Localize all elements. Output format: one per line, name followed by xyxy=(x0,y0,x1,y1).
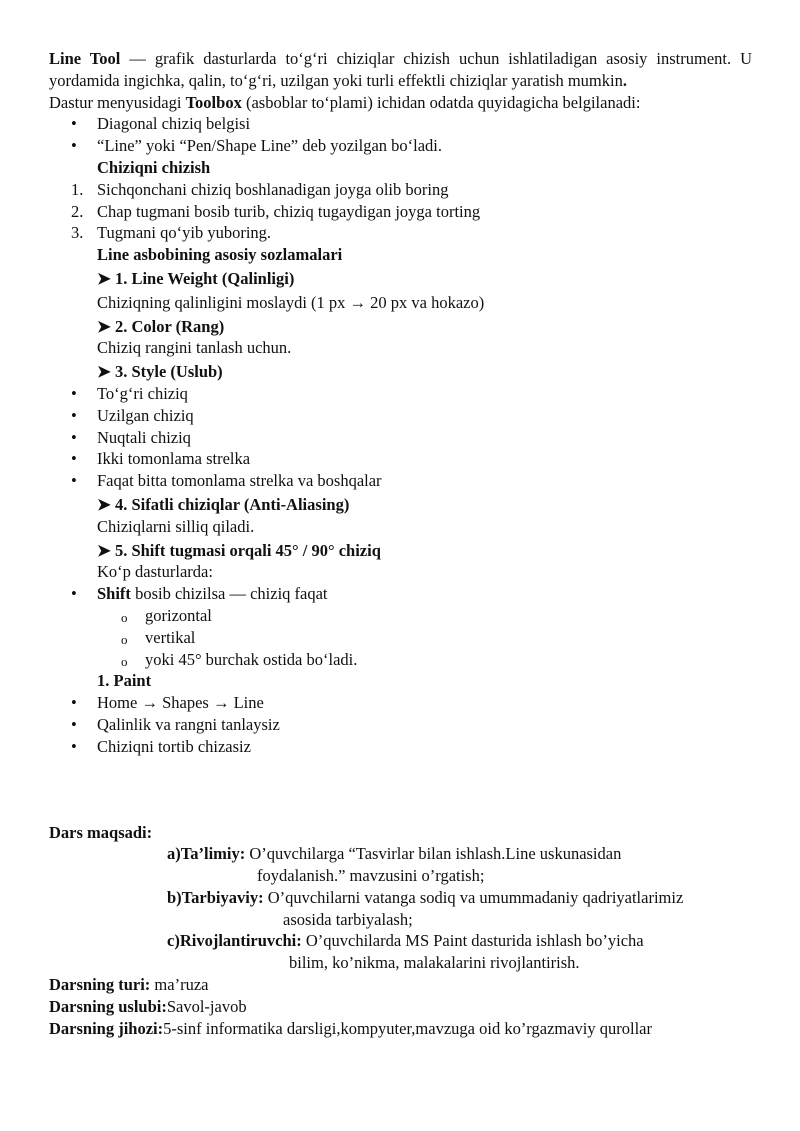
step-item xyxy=(49,179,752,201)
sub-list-item xyxy=(49,649,752,671)
setting-5-heading xyxy=(49,540,752,562)
toolbox-text-post: (asboblar to‘plami) ichidan odatda quyidagicha belgilanadi: xyxy=(241,92,641,112)
bullet-icon: • xyxy=(71,693,77,713)
list-item xyxy=(49,583,752,605)
lesson-equipment-label: Darsning jihozi: xyxy=(49,1018,164,1038)
bullet-icon: • xyxy=(71,383,77,403)
lesson-equipment xyxy=(49,1018,752,1040)
toolbox-text-pre: Dastur menyusidagi xyxy=(49,92,186,112)
step-text: Chap tugmani bosib turib, chiziq tugaydigan joyga torting xyxy=(97,201,481,221)
bullet-icon: • xyxy=(71,427,77,447)
objective-a xyxy=(49,843,752,887)
list-item xyxy=(49,714,752,736)
lesson-type xyxy=(49,974,752,996)
objective-b-label: b)Tarbiyaviy: xyxy=(167,887,264,907)
list-item-text: Qalinlik va rangni tanlaysiz xyxy=(97,714,280,734)
bullet-icon: • xyxy=(71,405,77,425)
toolbox-paragraph xyxy=(49,92,752,114)
settings-heading-text: Line asbobining asosiy sozlamalari xyxy=(97,245,343,265)
bullet-icon: • xyxy=(71,714,77,734)
list-item xyxy=(49,405,752,427)
setting-2-title: ➤ 2. Color (Rang) xyxy=(97,316,225,336)
objective-a-line xyxy=(49,843,752,865)
step-item xyxy=(49,222,752,244)
lesson-method xyxy=(49,996,752,1018)
objective-a-label: a)Ta’limiy: xyxy=(167,844,246,864)
list-item-text: Faqat bitta tomonlama strelka va boshqalar xyxy=(97,471,382,491)
setting-1-text: Chiziqning qalinligini moslaydi (1 px → 20 px va hokazo) xyxy=(97,292,485,312)
list-item-text: Ikki tomonlama strelka xyxy=(97,449,251,469)
document-body xyxy=(49,48,752,1039)
step-text: Sichqonchani chiziq boshlanadigan joyga olib boring xyxy=(97,179,449,199)
lesson-goal-label-text: Dars maqsadi: xyxy=(49,822,153,842)
list-item xyxy=(49,135,752,157)
list-item xyxy=(49,692,752,714)
step-text: Tugmani qo‘yib yuboring. xyxy=(97,223,272,243)
bullet-icon: • xyxy=(71,584,77,604)
list-item-text: bosib chizilsa — chiziq faqat xyxy=(130,584,328,604)
step-item xyxy=(49,201,752,223)
objective-a-continuation: foydalanish.” mavzusini o’rgatish; xyxy=(257,866,485,886)
step-number: 1. xyxy=(71,179,84,199)
setting-4-heading xyxy=(49,494,752,516)
list-item xyxy=(49,448,752,470)
bullet-icon: • xyxy=(71,114,77,134)
list-item xyxy=(49,427,752,449)
setting-5-title: ➤ 5. Shift tugmasi orqali 45° / 90° chiziq xyxy=(97,540,381,560)
setting-1-heading xyxy=(49,268,752,290)
paint-heading xyxy=(49,670,752,692)
bullet-icon: • xyxy=(71,736,77,756)
spacer xyxy=(49,758,752,822)
objective-b-line xyxy=(49,887,752,909)
draw-heading xyxy=(49,157,752,179)
objective-a-text: O’quvchilarga “Tasvirlar bilan ishlash.Line uskunasidan xyxy=(245,844,622,864)
list-item xyxy=(49,736,752,758)
list-item-text: To‘g‘ri chiziq xyxy=(97,383,188,403)
setting-3-title: ➤ 3. Style (Uslub) xyxy=(97,362,223,382)
objective-c-label: c)Rivojlantiruvchi: xyxy=(167,931,302,951)
sub-list-item-text: vertikal xyxy=(145,627,196,647)
sub-list-item xyxy=(49,605,752,627)
list-item-text: Uzilgan chiziq xyxy=(97,405,194,425)
step-number: 3. xyxy=(71,223,84,243)
list-item xyxy=(49,383,752,405)
setting-5-text: Ko‘p dasturlarda: xyxy=(97,562,213,582)
paint-heading-text: 1. Paint xyxy=(97,671,152,691)
list-item-text: Home → Shapes → Line xyxy=(97,693,264,713)
sub-list-item-text: yoki 45° burchak ostida bo‘ladi. xyxy=(145,649,358,669)
step-number: 2. xyxy=(71,201,84,221)
list-item xyxy=(49,470,752,492)
intro-paragraph xyxy=(49,48,752,92)
sub-list-item xyxy=(49,627,752,649)
circle-bullet-icon: o xyxy=(121,653,128,669)
list-item-text: Nuqtali chiziq xyxy=(97,427,191,447)
sub-list-item-text: gorizontal xyxy=(145,605,212,625)
objective-b xyxy=(49,887,752,931)
list-item-text: “Line” yoki “Pen/Shape Line” deb yozilgan bo‘ladi. xyxy=(97,136,443,156)
toolbox-term: Toolbox xyxy=(185,92,242,112)
list-item-text: Diagonal chiziq belgisi xyxy=(97,114,251,134)
objective-c-text: O’quvchilarda MS Paint dasturida ishlash bo’yicha xyxy=(301,931,644,951)
draw-heading-text: Chiziqni chizish xyxy=(97,157,211,177)
lesson-method-value: Savol-javob xyxy=(166,996,247,1016)
shift-key-term: Shift xyxy=(97,584,131,604)
settings-heading xyxy=(49,244,752,266)
setting-4-text: Chiziqlarni silliq qiladi. xyxy=(97,516,255,536)
bullet-icon: • xyxy=(71,136,77,156)
intro-term: Line Tool xyxy=(49,49,121,68)
setting-2-heading xyxy=(49,316,752,338)
objective-c xyxy=(49,930,752,974)
objective-c-line xyxy=(49,930,752,952)
lesson-equipment-value: 5-sinf informatika darsligi,kompyuter,mavzuga oid ko’rgazmaviy qurollar xyxy=(163,1018,653,1038)
list-item-text: Chiziqni tortib chizasiz xyxy=(97,736,251,756)
intro-definition: — grafik dasturlarda to‘g‘ri chiziqlar chizish uchun ishlatiladigan asosiy instrument. U yordamida ingichka, qalin, to‘g‘ri, uzilgan yoki turli effektli chiziqlar yaratish mumkin xyxy=(49,49,753,90)
list-item xyxy=(49,113,752,135)
setting-2-text: Chiziq rangini tanlash uchun. xyxy=(97,338,292,358)
circle-bullet-icon: o xyxy=(121,631,128,647)
intro-period: . xyxy=(622,70,627,90)
objective-c-continuation: bilim, ko’nikma, malakalarini rivojlantirish. xyxy=(289,953,580,973)
bullet-icon: • xyxy=(71,449,77,469)
objective-b-text: O’quvchilarni vatanga sodiq va umummadaniy qadriyatlarimiz xyxy=(263,887,684,907)
lesson-goal-label xyxy=(49,822,752,844)
setting-4-title: ➤ 4. Sifatli chiziqlar (Anti-Aliasing) xyxy=(97,494,350,514)
setting-1-title: ➤ 1. Line Weight (Qalinligi) xyxy=(97,268,295,288)
objective-b-continuation: asosida tarbiyalash; xyxy=(283,909,413,929)
setting-3-heading xyxy=(49,361,752,383)
circle-bullet-icon: o xyxy=(121,609,128,625)
bullet-icon: • xyxy=(71,471,77,491)
lesson-type-label: Darsning turi: xyxy=(49,975,151,995)
lesson-type-value: ma’ruza xyxy=(150,975,209,995)
lesson-method-label: Darsning uslubi: xyxy=(49,996,167,1016)
